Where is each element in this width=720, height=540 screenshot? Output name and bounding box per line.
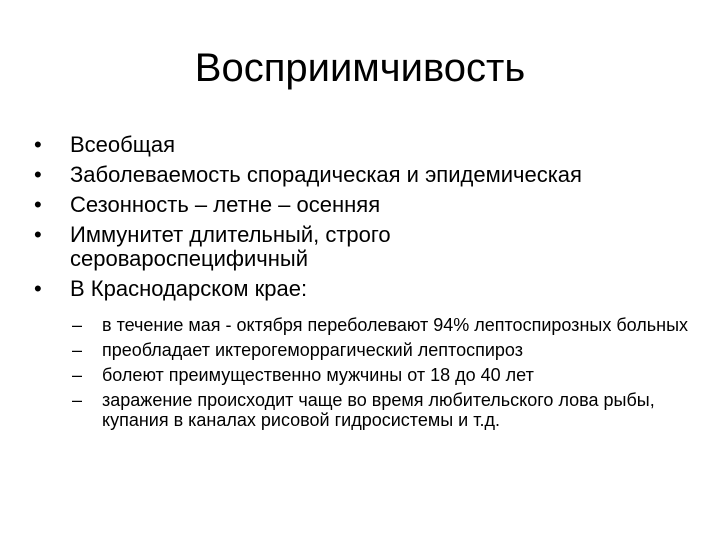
bullet-icon: • <box>34 162 42 187</box>
dash-icon: – <box>72 365 83 385</box>
list-item <box>0 277 700 430</box>
sub-list <box>70 315 690 430</box>
sub-list-item-text: в течение мая - октября переболевают 94% лептоспирозных больных <box>102 315 689 335</box>
list-item <box>0 163 700 187</box>
list-item-text: Сезонность – летне – осенняя <box>70 192 381 217</box>
sub-list-item <box>70 315 690 335</box>
dash-icon: – <box>72 315 83 335</box>
sub-list-item-text: преобладает иктерогеморрагический лептоспироз <box>102 340 523 360</box>
bullet-list <box>0 133 700 436</box>
list-item-text: Всеобщая <box>70 132 175 157</box>
list-item <box>0 133 700 157</box>
list-item <box>0 193 700 217</box>
sub-list-item-text: болеют преимущественно мужчины от 18 до 40 лет <box>102 365 534 385</box>
sub-list-item <box>70 390 690 430</box>
sub-list-item <box>70 340 690 360</box>
bullet-icon: • <box>34 222 42 247</box>
sub-list-item <box>70 365 690 385</box>
list-item-text: В Краснодарском крае: <box>70 276 308 301</box>
slide-title: Восприимчивость <box>194 46 526 90</box>
dash-icon: – <box>72 390 83 410</box>
bullet-icon: • <box>34 192 42 217</box>
list-item <box>0 223 700 271</box>
dash-icon: – <box>72 340 83 360</box>
list-item-text: Заболеваемость спорадическая и эпидемическая <box>70 162 582 187</box>
bullet-icon: • <box>34 276 42 301</box>
list-item-text: Иммунитет длительный, строго серовароспецифичный <box>70 222 391 271</box>
bullet-icon: • <box>34 132 42 157</box>
sub-list-item-text: заражение происходит чаще во время любительского лова рыбы, купания в каналах рисовой гидросистемы и т.д. <box>102 390 655 430</box>
